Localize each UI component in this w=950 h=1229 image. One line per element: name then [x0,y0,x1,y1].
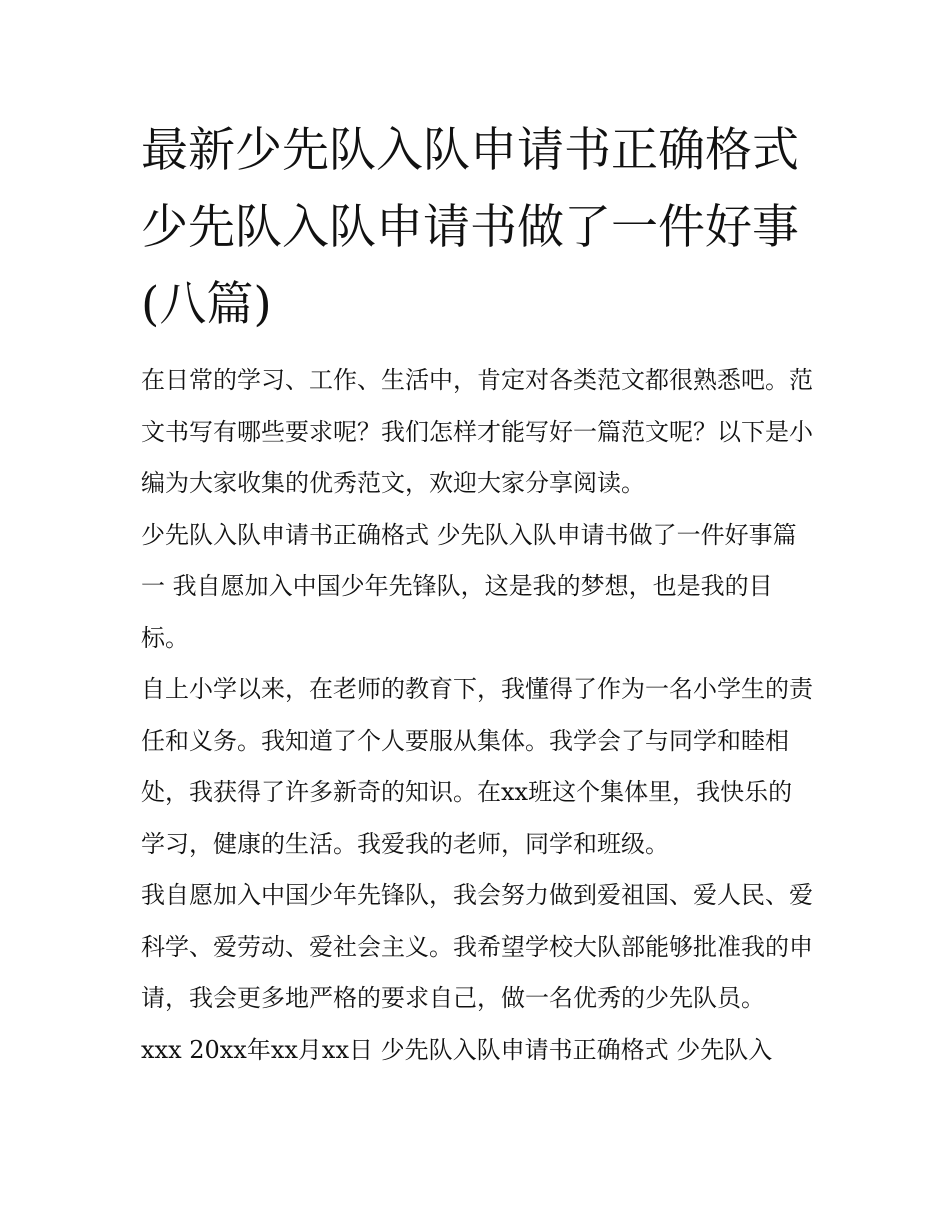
paragraph-heading-one: 少先队入队申请书正确格式 少先队入队申请书做了一件好事篇一 我自愿加入中国少年先锋队，这是我的梦想，也是我的目标。 [141,520,797,652]
document-title: 最新少先队入队申请书正确格式 少先队入队申请书做了一件好事(八篇) [141,123,799,332]
paragraph-intro: 在日常的学习、工作、生活中，肯定对各类范文都很熟悉吧。范文书写有哪些要求呢？我们怎样才能写好一篇范文呢？以下是小编为大家收集的优秀范文，欢迎大家分享阅读。 [141,366,813,497]
paragraph-signature-date: xxx 20xx年xx月xx日 少先队入队申请书正确格式 少先队入 [141,1035,773,1064]
paragraph-education: 自上小学以来，在老师的教育下，我懂得了作为一名小学生的责任和义务。我知道了个人要服从集体。我学会了与同学和睦相处，我获得了许多新奇的知识。在xx班这个集体里，我快乐的学习，健康的生活。我爱我的老师，同学和班级。 [141,675,813,858]
document-body [141,112,813,1076]
paragraph-pledge: 我自愿加入中国少年先锋队，我会努力做到爱祖国、爱人民、爱科学、爱劳动、爱社会主义。我希望学校大队部能够批准我的申请，我会更多地严格的要求自己，做一名优秀的少先队员。 [141,881,813,1012]
